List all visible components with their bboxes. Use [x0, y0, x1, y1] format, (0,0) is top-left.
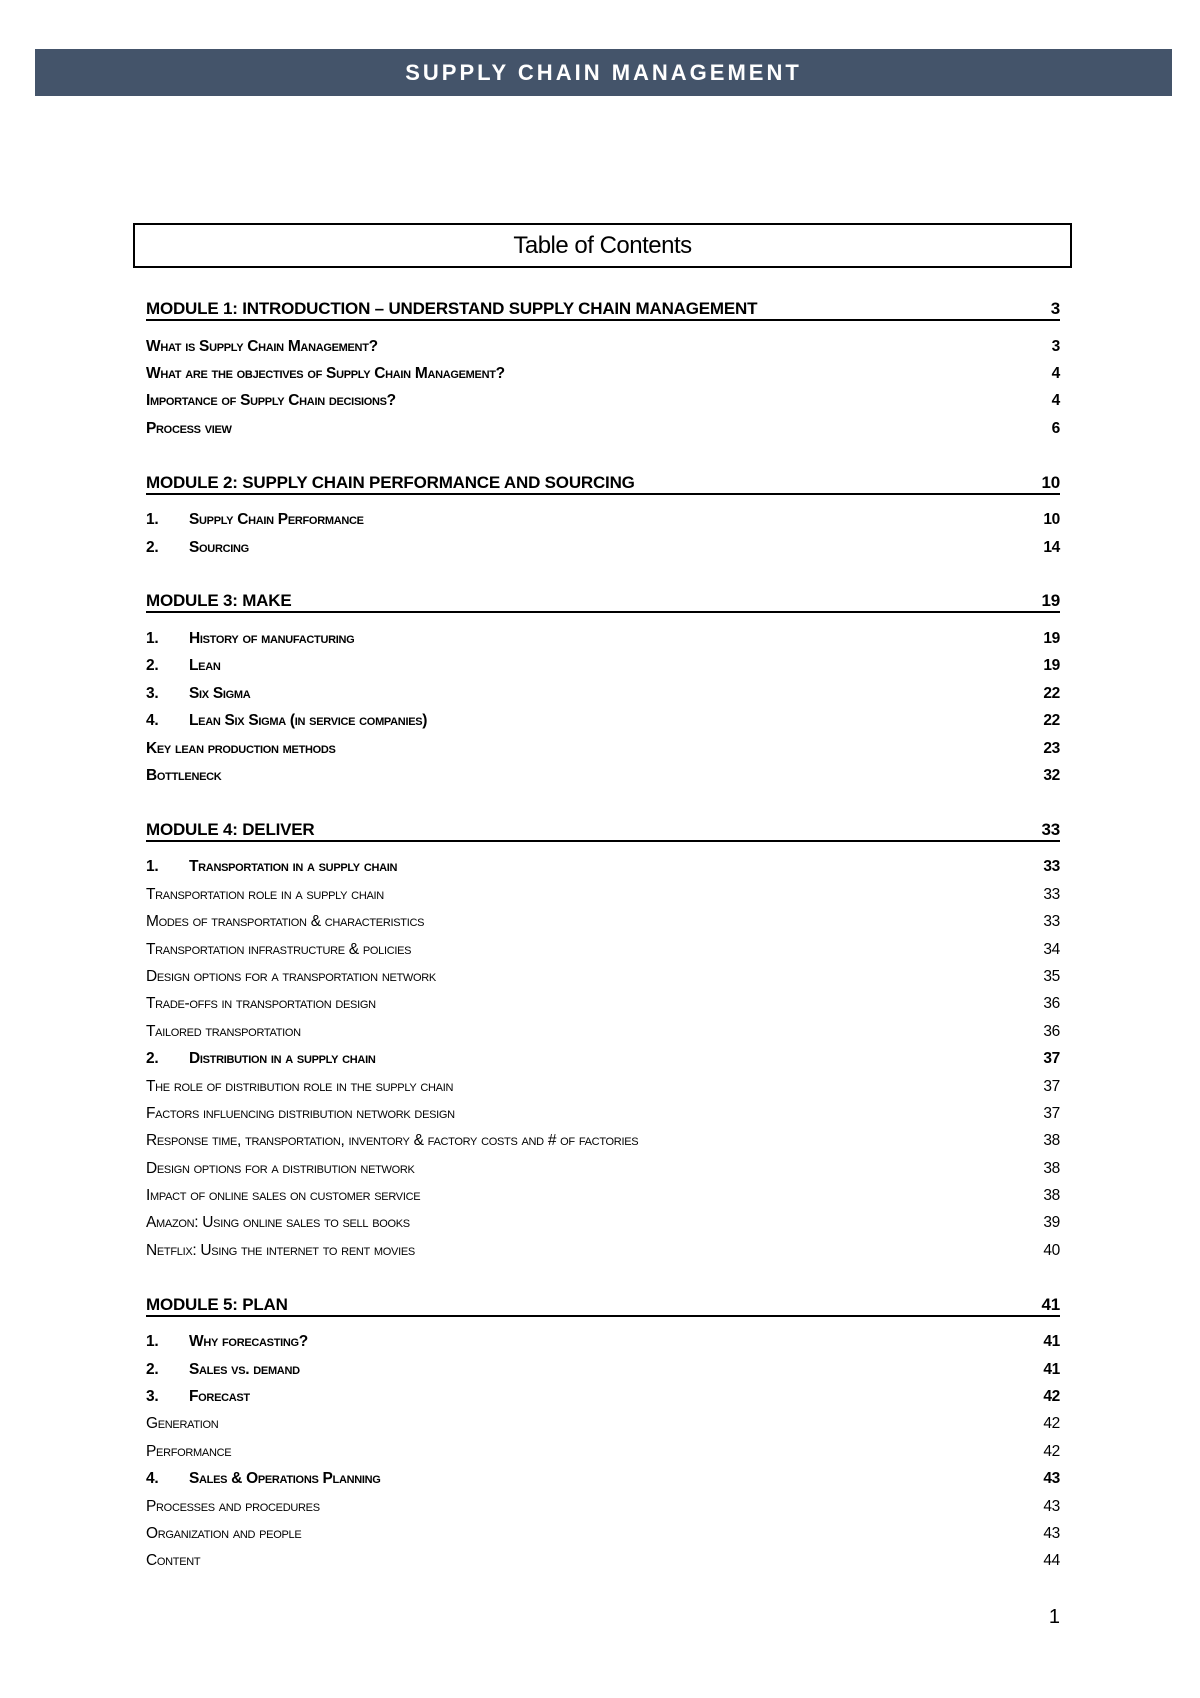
toc-entry-page-number: 19	[1043, 630, 1060, 648]
toc-entry-label: Design options for a transportation network	[146, 967, 436, 985]
toc-entry-page-number: 38	[1043, 1187, 1060, 1205]
toc-entry-page-number: 41	[1043, 1360, 1060, 1378]
toc-entry[interactable]	[146, 1411, 1060, 1438]
toc-entry-label: Supply Chain Performance	[189, 511, 364, 529]
toc-entry-page-number: 4	[1051, 392, 1060, 410]
toc-entry[interactable]	[146, 708, 1060, 735]
module-page-number: 41	[1041, 1294, 1060, 1314]
toc-entry-number: 3.	[146, 684, 159, 702]
toc-entry-page-number: 35	[1043, 967, 1060, 985]
toc-entry-label-group	[146, 1443, 231, 1461]
toc-entry-label: Key lean production methods	[146, 739, 336, 757]
toc-entry-label-group	[146, 1552, 200, 1570]
toc-entry[interactable]	[146, 625, 1060, 652]
toc-entry-number: 3.	[146, 1388, 159, 1406]
toc-entry-page-number: 38	[1043, 1132, 1060, 1150]
toc-entry[interactable]	[146, 908, 1060, 935]
toc-entry-page-number: 22	[1043, 684, 1060, 702]
module-title: MODULE 4: DELIVER	[146, 819, 315, 839]
toc-entry-page-number: 42	[1043, 1442, 1060, 1460]
toc-entry-page-number: 41	[1043, 1333, 1060, 1351]
toc-entry-label-group	[146, 941, 411, 959]
toc-entry-label-group	[146, 1333, 308, 1351]
toc-entry-page-number: 43	[1043, 1524, 1060, 1542]
toc-entry-label-group	[146, 1498, 320, 1516]
toc-entry-label-group	[146, 657, 221, 675]
toc-module-heading[interactable]	[146, 583, 1060, 613]
toc-entry-label: Why forecasting?	[189, 1333, 308, 1351]
toc-entry[interactable]	[146, 1018, 1060, 1045]
toc-entry-label: Factors influencing distribution network design	[146, 1104, 455, 1122]
toc-entry-page-number: 36	[1043, 1022, 1060, 1040]
toc-entry-page-number: 43	[1043, 1497, 1060, 1515]
toc-entry-label-group	[146, 1160, 415, 1178]
toc-entry-label: Transportation role in a supply chain	[146, 885, 384, 903]
header-title: SUPPLY CHAIN MANAGEMENT	[405, 59, 802, 85]
toc-entry-label: Six Sigma	[189, 684, 251, 702]
toc-entry-label: Transportation in a supply chain	[189, 858, 398, 876]
toc-entry[interactable]	[146, 881, 1060, 908]
toc-entry[interactable]	[146, 1383, 1060, 1410]
toc-entry-page-number: 36	[1043, 995, 1060, 1013]
toc-entry[interactable]	[146, 653, 1060, 680]
toc-entry-label: Process view	[146, 419, 232, 437]
toc-entry-page-number: 44	[1043, 1552, 1060, 1570]
toc-title-box	[133, 223, 1072, 268]
toc-entry-page-number: 42	[1043, 1388, 1060, 1406]
toc-entry-page-number: 39	[1043, 1214, 1060, 1232]
toc-entry-page-number: 33	[1043, 885, 1060, 903]
toc-entry-label-group	[146, 1105, 455, 1123]
toc-entry-label: Design options for a distribution network	[146, 1159, 415, 1177]
toc-entry-label-group	[146, 338, 378, 356]
toc-entry-page-number: 10	[1043, 511, 1060, 529]
toc-entry[interactable]	[146, 1237, 1060, 1264]
toc-entry-label: Lean Six Sigma (in service companies)	[189, 712, 428, 730]
toc-entry[interactable]	[146, 1520, 1060, 1547]
toc-entry[interactable]	[146, 534, 1060, 561]
toc-module-heading[interactable]	[146, 465, 1060, 495]
toc-entry-page-number: 34	[1043, 940, 1060, 958]
toc-entry-page-number: 40	[1043, 1241, 1060, 1259]
toc-entry[interactable]	[146, 1182, 1060, 1209]
toc-entry-label: Sourcing	[189, 538, 249, 556]
toc-entry-page-number: 33	[1043, 913, 1060, 931]
toc-entry-label-group	[146, 685, 250, 703]
toc-entry-page-number: 42	[1043, 1415, 1060, 1433]
toc-entry-label: Organization and people	[146, 1524, 302, 1542]
toc-entry-page-number: 22	[1043, 712, 1060, 730]
toc-entry[interactable]	[146, 1128, 1060, 1155]
toc-entry-label: Bottleneck	[146, 766, 222, 784]
module-title: MODULE 5: PLAN	[146, 1294, 288, 1314]
toc-entry-label: Lean	[189, 657, 221, 675]
toc-entry-label: Performance	[146, 1442, 232, 1460]
toc-entry-page-number: 4	[1051, 365, 1060, 383]
toc-entry-label: Sales & Operations Planning	[189, 1470, 381, 1488]
toc-entry-page-number: 43	[1043, 1470, 1060, 1488]
module-page-number: 33	[1041, 819, 1060, 839]
toc-entry[interactable]	[146, 360, 1060, 387]
toc-entry[interactable]	[146, 1548, 1060, 1575]
toc-entry-number: 1.	[146, 630, 159, 648]
toc-entry-label-group	[146, 1132, 638, 1150]
toc-entry-label: Netflix: Using the internet to rent movies	[146, 1241, 415, 1259]
toc-entry-label: Trade-offs in transportation design	[146, 995, 376, 1013]
toc-entry-number: 1.	[146, 858, 159, 876]
toc-entry-label-group	[146, 630, 354, 648]
toc-entry[interactable]	[146, 415, 1060, 442]
module-page-number: 10	[1041, 472, 1060, 492]
toc-title: Table of Contents	[513, 231, 692, 259]
toc-entry-label-group	[146, 1415, 218, 1433]
toc-entry[interactable]	[146, 1329, 1060, 1356]
toc-entry-label-group	[146, 511, 364, 529]
toc-entry-label: Impact of online sales on customer service	[146, 1187, 421, 1205]
toc-entry[interactable]	[146, 1210, 1060, 1237]
toc-entry-label-group	[146, 712, 427, 730]
toc-entry-label: Forecast	[189, 1388, 250, 1406]
toc-entry-number: 2.	[146, 1360, 159, 1378]
toc-entry-label-group	[146, 886, 384, 904]
page-number: 1	[1048, 1606, 1060, 1628]
toc-entry-label: Content	[146, 1552, 201, 1570]
toc-entry-label: Tailored transportation	[146, 1022, 301, 1040]
toc-entry[interactable]	[146, 936, 1060, 963]
toc-entry-label-group	[146, 392, 396, 410]
toc-entry[interactable]	[146, 333, 1060, 360]
toc-entry[interactable]	[146, 1438, 1060, 1465]
toc-entry-label-group	[146, 995, 376, 1013]
toc-entry-page-number: 3	[1051, 337, 1060, 355]
toc-entry-number: 1.	[146, 511, 159, 529]
toc-entry-label: Response time, transportation, inventory & factory costs and # of factories	[146, 1132, 639, 1150]
toc-entry[interactable]	[146, 680, 1060, 707]
toc-module-heading[interactable]	[146, 291, 1060, 321]
toc-entry-page-number: 37	[1043, 1077, 1060, 1095]
toc-entry-label: History of manufacturing	[189, 630, 355, 648]
toc-entry-page-number: 14	[1043, 538, 1060, 556]
toc-entry[interactable]	[146, 1155, 1060, 1182]
toc-entry[interactable]	[146, 963, 1060, 990]
header-banner	[35, 49, 1172, 96]
toc-entry-page-number: 38	[1043, 1159, 1060, 1177]
toc-entry-label-group	[146, 858, 397, 876]
toc-entry[interactable]	[146, 1045, 1060, 1072]
toc-entry-label: What are the objectives of Supply Chain Management?	[146, 365, 505, 383]
toc-entry-number: 4.	[146, 1470, 159, 1488]
toc-entry-label-group	[146, 1023, 301, 1041]
module-page-number: 19	[1041, 591, 1060, 611]
toc-entry[interactable]	[146, 507, 1060, 534]
toc-entry-label-group	[146, 740, 336, 758]
toc-entry-number: 2.	[146, 538, 159, 556]
toc-entry-label-group	[146, 1078, 453, 1096]
toc-entry-label: Modes of transportation & characteristics	[146, 913, 425, 931]
toc-module-heading[interactable]	[146, 812, 1060, 842]
toc-entry-page-number: 37	[1043, 1104, 1060, 1122]
toc-entry-label-group	[146, 1242, 415, 1260]
toc-entry-label-group	[146, 1525, 301, 1543]
toc-entry-number: 1.	[146, 1333, 159, 1351]
toc-entry[interactable]	[146, 1100, 1060, 1127]
toc-entry-label-group	[146, 539, 249, 557]
toc-entry-number: 2.	[146, 1050, 159, 1068]
toc-entry-label: Transportation infrastructure & policies	[146, 940, 412, 958]
toc-entry-page-number: 33	[1043, 858, 1060, 876]
toc-entry-label-group	[146, 1050, 375, 1068]
toc-entry-page-number: 6	[1051, 419, 1060, 437]
toc-entry-label-group	[146, 1470, 381, 1488]
toc-entry-label: Distribution in a supply chain	[189, 1050, 376, 1068]
toc-entry[interactable]	[146, 1466, 1060, 1493]
module-title: MODULE 2: SUPPLY CHAIN PERFORMANCE AND SOURCING	[146, 472, 635, 492]
toc-module-heading[interactable]	[146, 1287, 1060, 1317]
toc-entry-label-group	[146, 365, 505, 383]
toc-entry-label: What is Supply Chain Management?	[146, 337, 378, 355]
toc-entry-label-group	[146, 420, 232, 438]
toc-entry[interactable]	[146, 735, 1060, 762]
toc-entry-page-number: 23	[1043, 739, 1060, 757]
toc-entry-label-group	[146, 1361, 300, 1379]
toc-entry-label-group	[146, 1187, 420, 1205]
toc-entry[interactable]	[146, 991, 1060, 1018]
module-title: MODULE 1: INTRODUCTION – UNDERSTAND SUPPLY CHAIN MANAGEMENT	[146, 299, 758, 318]
toc-entry-label-group	[146, 1214, 410, 1232]
toc-entry-page-number: 32	[1043, 766, 1060, 784]
toc-entry-label-group	[146, 913, 424, 931]
toc-entry-label-group	[146, 968, 436, 986]
toc-entry-page-number: 19	[1043, 657, 1060, 675]
toc-entry-label: Processes and procedures	[146, 1497, 320, 1515]
toc-entry[interactable]	[146, 1356, 1060, 1383]
toc-entry[interactable]	[146, 1073, 1060, 1100]
toc-entry-number: 2.	[146, 657, 159, 675]
toc-entry[interactable]	[146, 1493, 1060, 1520]
table-of-contents	[146, 291, 1060, 1575]
toc-entry[interactable]	[146, 854, 1060, 881]
toc-entry-label: Amazon: Using online sales to sell books	[146, 1214, 410, 1232]
toc-entry-label-group	[146, 767, 221, 785]
toc-entry-label: The role of distribution role in the supply chain	[146, 1077, 454, 1095]
toc-entry-label: Importance of Supply Chain decisions?	[146, 392, 396, 410]
toc-entry[interactable]	[146, 388, 1060, 415]
toc-entry[interactable]	[146, 762, 1060, 789]
module-title: MODULE 3: MAKE	[146, 591, 292, 611]
toc-entry-page-number: 37	[1043, 1050, 1060, 1068]
module-page-number: 3	[1050, 299, 1060, 318]
toc-entry-label: Generation	[146, 1415, 219, 1433]
toc-entry-label-group	[146, 1388, 250, 1406]
toc-entry-label: Sales vs. demand	[189, 1360, 300, 1378]
toc-entry-number: 4.	[146, 712, 159, 730]
